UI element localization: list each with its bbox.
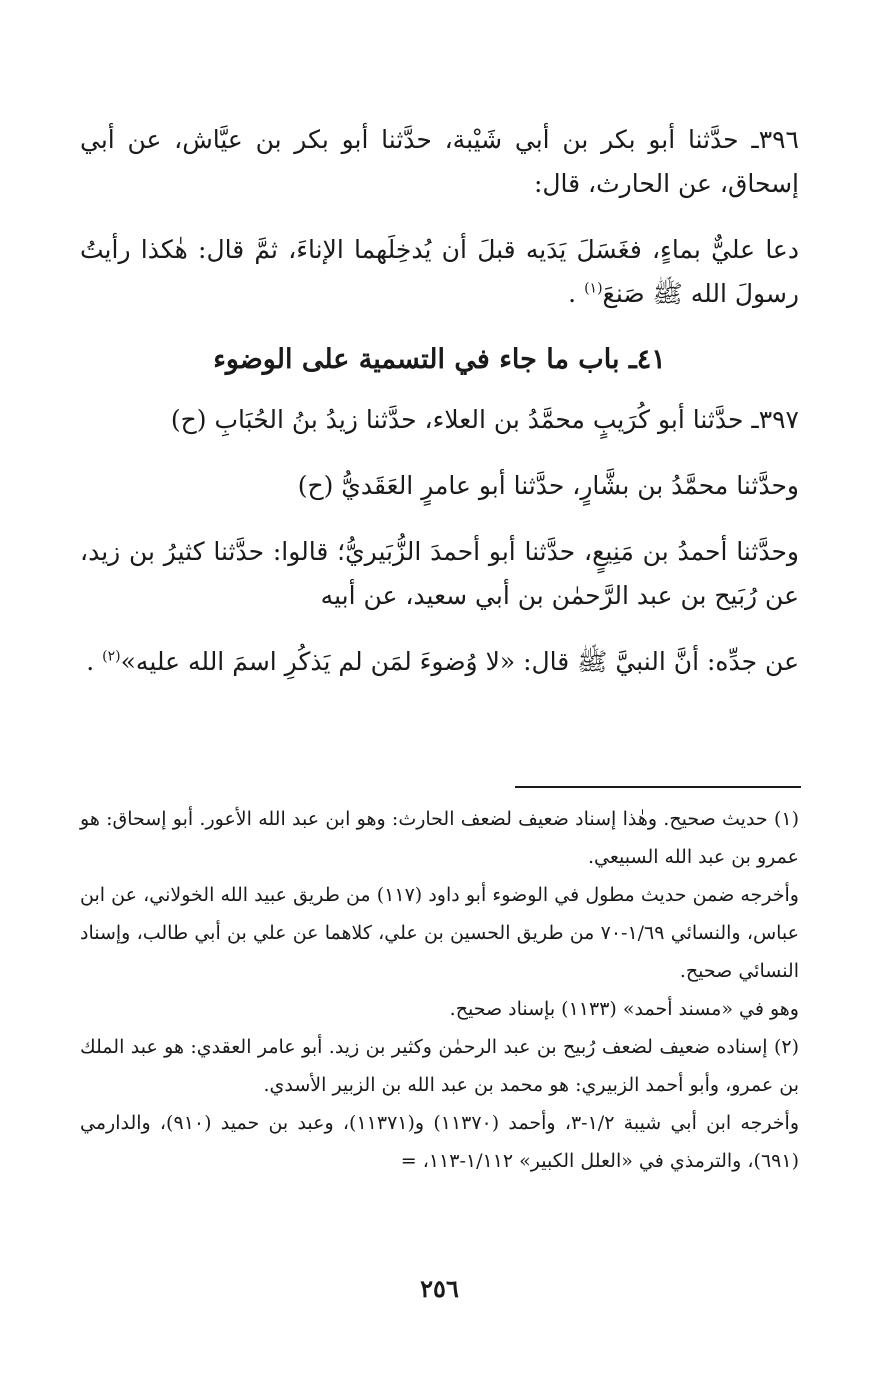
hadith-396-matn: دعا عليٌّ بماءٍ، فغَسَلَ يَدَيه قبلَ أن يُدخِلَهما الإناءَ، ثمَّ قال: هٰكذا رأيتُ رسولَ الله ﷺ صَنعَ	[80, 235, 799, 308]
main-text	[80, 118, 799, 706]
footnote-2-sources: وأخرجه ابن أبي شيبة ١/٢-٣، وأحمد (١١٣٧٠) و(١١٣٧١)، وعبد بن حميد (٩١٠)، والدارمي (٦٩١)، والترمذي في «العلل الكبير» ١/١١٢-١١٣، =	[80, 1112, 799, 1172]
footnote-1-sources: وأخرجه ضمن حديث مطول في الوضوء أبو داود (١١٧) من طريق عبيد الله الخولاني، عن ابن عباس، والنسائي ١/٦٩-٧٠ من طريق الحسين بن علي، كلاهما عن علي بن أبي طالب، وإسناد النسائي صحيح.	[80, 884, 800, 982]
hadith-397-text	[80, 640, 799, 684]
hadith-397-end: .	[86, 647, 103, 676]
footnote-2-main: (٢) إسناده ضعيف لضعف رُبيح بن عبد الرحمٰن وكثير بن زيد. أبو عامر العقدي: هو عبد الملك بن عمرو، وأبو أحمد الزبيري: هو محمد بن عبد الله بن الزبير الأسدي.	[80, 1036, 799, 1096]
footnotes	[80, 800, 799, 1180]
page-number: ٢٥٦	[420, 1274, 459, 1303]
footnote-1-musnad: وهو في «مسند أحمد» (١١٣٣) بإسناد صحيح.	[449, 998, 799, 1020]
footnote-marker-1: (١)	[584, 280, 603, 297]
hadith-397-chain-1: ٣٩٧ـ حدَّثنا أبو كُرَيبٍ محمَّدُ بن العلاء، حدَّثنا زيدُ بنُ الحُبَابِ (ح)	[170, 405, 799, 434]
footnote-divider	[515, 786, 801, 788]
hadith-397-chain-3: وحدَّثنا أحمدُ بن مَنِيعٍ، حدَّثنا أبو أحمدَ الزُّبَيريُّ؛ قالوا: حدَّثنا كثيرُ بن زيد، عن رُبَيح بن عبد الرَّحمٰن بن أبي سعيد، عن أبيه	[80, 537, 799, 610]
hadith-396-chain: ٣٩٦ـ حدَّثنا أبو بكر بن أبي شَيْبة، حدَّثنا أبو بكر بن عيَّاش، عن أبي إسحاق، عن الحارث، قال:	[80, 125, 799, 198]
footnote-1-main: (١) حديث صحيح. وهٰذا إسناد ضعيف لضعف الحارث: وهو ابن عبد الله الأعور. أبو إسحاق: هو عمرو بن عبد الله السبيعي.	[80, 808, 799, 868]
hadith-396-end: .	[568, 279, 585, 308]
footnote-marker-2: (٢)	[102, 648, 121, 665]
hadith-397-chain-2: وحدَّثنا محمَّدُ بن بشَّارٍ، حدَّثنا أبو عامرٍ العَقَديُّ (ح)	[297, 471, 799, 500]
chapter-heading: ٤١ـ باب ما جاء في التسمية على الوضوء	[213, 344, 666, 375]
hadith-397-matn: عن جدِّه: أنَّ النبيَّ ﷺ قال: «لا وُضوءَ لمَن لم يَذكُرِ اسمَ الله عليه»	[120, 647, 799, 676]
hadith-396-text	[80, 228, 799, 316]
